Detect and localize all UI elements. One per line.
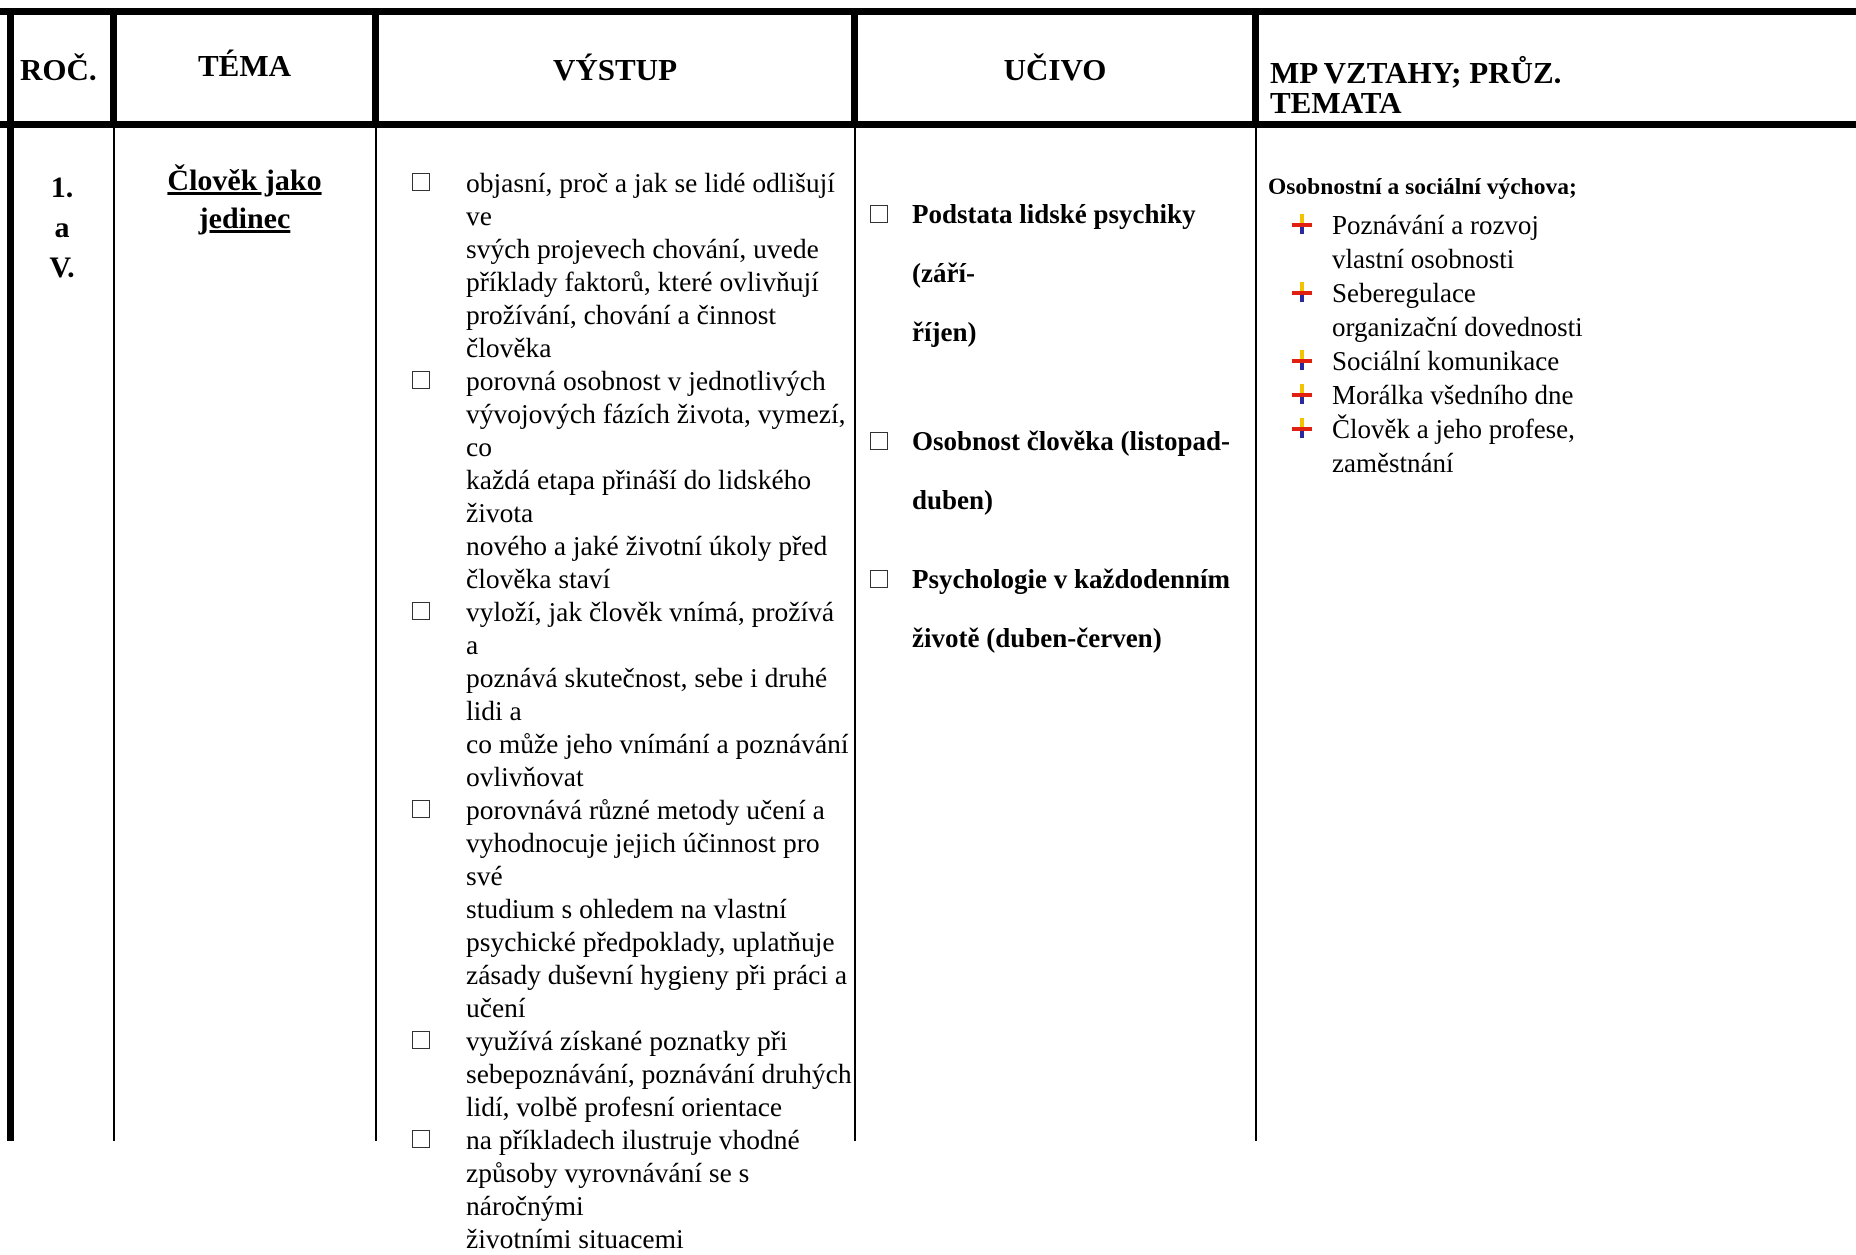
- outcome-line: nového a jaké životní úkoly před: [466, 530, 828, 561]
- header-mp-line1: MP VZTAHY; PRŮZ.: [1270, 55, 1562, 90]
- checkbox-icon: [412, 1031, 430, 1049]
- outcome-line: vývojových fázích života, vymezí, co: [466, 398, 846, 462]
- curriculum-line: životě (duben-červen): [912, 623, 1162, 653]
- arrow-cross-icon: [1290, 280, 1314, 304]
- arrow-cross-icon: [1290, 348, 1314, 372]
- mp-line: Sociální komunikace: [1332, 346, 1560, 376]
- curriculum-line: duben): [912, 485, 994, 515]
- outcome-line: psychické předpoklady, uplatňuje: [466, 926, 835, 957]
- curriculum-item: [870, 412, 1250, 530]
- outcome-item: [412, 364, 852, 595]
- mp-line: vlastní osobnosti: [1332, 244, 1515, 274]
- col-divider-1: [110, 8, 117, 128]
- curriculum-cell: [870, 185, 1250, 668]
- checkbox-icon: [412, 371, 430, 389]
- outcome-line: na příkladech ilustruje vhodné: [466, 1124, 800, 1155]
- mp-item: [1268, 208, 1856, 276]
- outcome-line: způsoby vyrovnávání se s náročnými: [466, 1157, 750, 1221]
- outcome-line: poznává skutečnost, sebe i druhé lidi a: [466, 662, 828, 726]
- outcome-item: [412, 595, 852, 793]
- outcome-line: prožívání, chování a činnost člověka: [466, 299, 777, 363]
- col-divider-1-body: [113, 128, 115, 1141]
- curriculum-item: [870, 185, 1250, 362]
- mp-heading: Osobnostní a sociální výchova;: [1268, 174, 1577, 200]
- outcome-item: [412, 166, 852, 364]
- curriculum-line: Osobnost člověka (listopad-: [912, 426, 1231, 456]
- header-mp: [1270, 55, 1562, 120]
- col-divider-3: [851, 8, 858, 128]
- outcome-line: studium s ohledem na vlastní: [466, 893, 787, 924]
- outcome-line: vyhodnocuje jejich účinnost pro své: [466, 827, 820, 891]
- header-mp-line2: TEMATA: [1270, 85, 1402, 120]
- checkbox-icon: [412, 602, 430, 620]
- topic-cell: [117, 162, 372, 238]
- checkbox-icon: [870, 205, 888, 223]
- outcome-line: co může jeho vnímání a poznávání: [466, 728, 849, 759]
- outcome-item: [412, 1123, 852, 1255]
- col-divider-4: [1252, 8, 1259, 128]
- mp-item: [1268, 344, 1856, 378]
- outcome-line: porovnává různé metody učení a: [466, 794, 825, 825]
- outcome-line: zásady duševní hygieny při práci a: [466, 959, 848, 990]
- col-divider-2: [372, 8, 379, 128]
- checkbox-icon: [412, 1130, 430, 1148]
- outcomes-cell: [412, 166, 852, 1255]
- mp-line: Morálka všedního dne: [1332, 380, 1574, 410]
- checkbox-icon: [870, 570, 888, 588]
- mp-line: zaměstnání: [1332, 448, 1454, 478]
- curriculum-line: Podstata lidské psychiky (září-: [912, 199, 1196, 288]
- mp-line: Člověk a jeho profese,: [1332, 414, 1575, 444]
- arrow-cross-icon: [1290, 212, 1314, 236]
- mp-cell: [1268, 172, 1856, 480]
- year-line: V.: [49, 251, 75, 284]
- checkbox-icon: [412, 800, 430, 818]
- outcome-line: příklady faktorů, které ovlivňují: [466, 266, 819, 297]
- outcome-line: svých projevech chování, uvede: [466, 233, 819, 264]
- arrow-cross-icon: [1290, 416, 1314, 440]
- col-divider-2-body: [375, 128, 377, 1141]
- checkbox-icon: [870, 432, 888, 450]
- curriculum-line: říjen): [912, 317, 977, 347]
- outcomes-list: [412, 166, 852, 1255]
- header-bottom-border: [0, 121, 1856, 128]
- outcome-line: vyloží, jak člověk vnímá, prožívá a: [466, 596, 835, 660]
- header-ucivo: UČIVO: [1003, 52, 1107, 87]
- outcome-line: životními situacemi: [466, 1223, 684, 1254]
- curriculum-line: Psychologie v každodenním: [912, 564, 1231, 594]
- topic-line: Člověk jako: [167, 164, 322, 197]
- mp-line: organizační dovednosti: [1332, 312, 1583, 342]
- mp-item: [1268, 378, 1856, 412]
- checkbox-icon: [412, 173, 430, 191]
- header-roc: ROČ.: [20, 52, 97, 87]
- outcome-line: učení: [466, 992, 526, 1023]
- col-divider-3-body: [854, 128, 856, 1141]
- outcome-line: lidí, volbě profesní orientace: [466, 1091, 783, 1122]
- outcome-line: ovlivňovat: [466, 761, 584, 792]
- topic-line: jedinec: [198, 202, 291, 235]
- mp-item: [1268, 412, 1856, 480]
- year-line: 1.: [50, 171, 74, 204]
- outcome-line: využívá získané poznatky při: [466, 1025, 788, 1056]
- header-tema: TÉMA: [198, 48, 291, 83]
- outcome-line: sebepoznávání, poznávání druhých: [466, 1058, 852, 1089]
- curriculum-item: [870, 550, 1250, 668]
- mp-line: Seberegulace: [1332, 278, 1476, 308]
- outcome-line: každá etapa přináší do lidského života: [466, 464, 812, 528]
- year-line: a: [54, 211, 70, 244]
- mp-item: [1268, 276, 1856, 344]
- outcome-line: porovná osobnost v jednotlivých: [466, 365, 826, 396]
- mp-line: Poznávání a rozvoj: [1332, 210, 1539, 240]
- outcome-item: [412, 793, 852, 1024]
- mp-list: [1268, 208, 1856, 480]
- arrow-cross-icon: [1290, 382, 1314, 406]
- table-top-border: [0, 8, 1856, 15]
- outcome-line: objasní, proč a jak se lidé odlišují ve: [466, 167, 835, 231]
- year-cell: [14, 168, 110, 288]
- header-vystup: VÝSTUP: [552, 52, 677, 87]
- table-left-border: [7, 8, 14, 1141]
- col-divider-4-body: [1255, 128, 1257, 1141]
- outcome-item: [412, 1024, 852, 1123]
- outcome-line: člověka staví: [466, 563, 611, 594]
